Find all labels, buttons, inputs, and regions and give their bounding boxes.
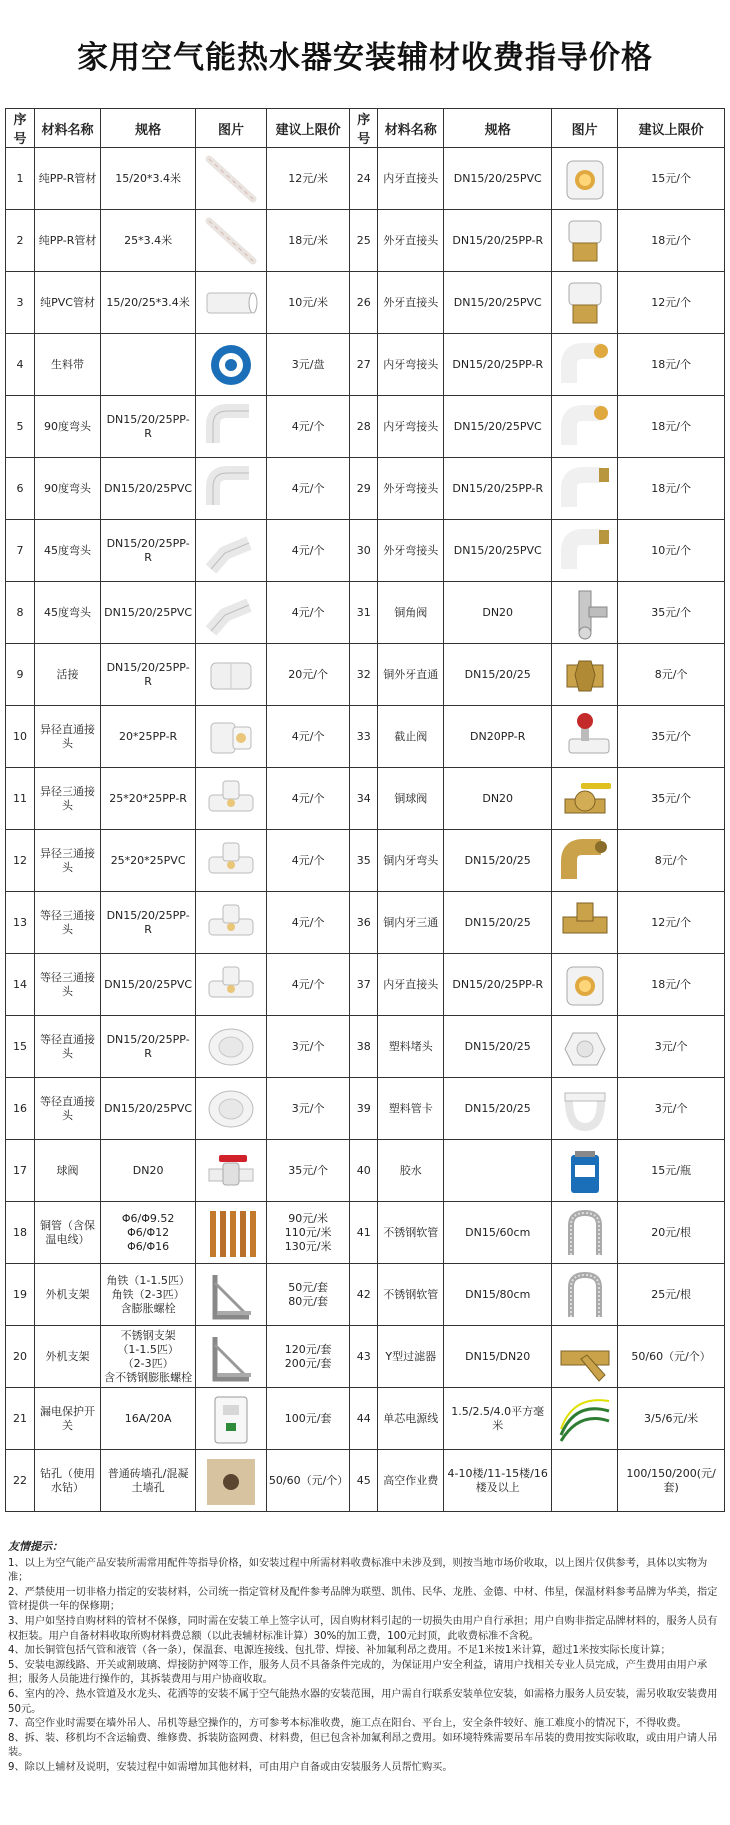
note-item: 1、以上为空气能产品安装所需常用配件等指导价格，如安装过程中所需材料收费标准中未涉及到，则按当地市场价收取，以上图片仅供参考，具体以实物为准； <box>8 1557 708 1584</box>
material-spec: DN15/20/25PVC <box>444 396 552 458</box>
suggested-price: 18元/米 <box>266 210 349 272</box>
suggested-price: 120元/套 200元/套 <box>266 1326 349 1388</box>
table-row <box>6 1326 725 1388</box>
suggested-price: 12元/个 <box>618 892 725 954</box>
material-spec: DN15/20/25PP-R <box>444 954 552 1016</box>
male-elbow-icon <box>552 520 618 582</box>
price-table <box>5 108 725 1512</box>
row-number: 18 <box>6 1202 35 1264</box>
material-name: 铜管（含保温电线） <box>34 1202 100 1264</box>
material-spec: 15/20/25*3.4米 <box>101 272 196 334</box>
suggested-price: 12元/个 <box>618 272 725 334</box>
suggested-price: 3元/个 <box>618 1078 725 1140</box>
material-spec: DN15/20/25PVC <box>101 1078 196 1140</box>
table-row <box>6 706 725 768</box>
elbow-icon <box>196 396 267 458</box>
row-number: 1 <box>6 148 35 210</box>
row-number: 32 <box>350 644 378 706</box>
material-name: 内牙弯接头 <box>378 396 444 458</box>
brass-nipple-icon <box>552 644 618 706</box>
header-price: 建议上限价 <box>618 109 725 148</box>
row-number: 38 <box>350 1016 378 1078</box>
material-spec: DN15/20/25PVC <box>444 520 552 582</box>
notes-section <box>8 1540 722 1776</box>
material-spec: DN20 <box>444 768 552 830</box>
material-spec: 25*20*25PVC <box>101 830 196 892</box>
header-name: 材料名称 <box>34 109 100 148</box>
material-name: 外牙弯接头 <box>378 520 444 582</box>
row-number: 11 <box>6 768 35 830</box>
row-number: 29 <box>350 458 378 520</box>
pipe-white-icon <box>196 210 267 272</box>
note-item: 9、除以上辅材及说明，安装过程中如需增加其他材料，可由用户自备或由安装服务人员帮忙购买。 <box>8 1761 453 1773</box>
row-number: 25 <box>350 210 378 272</box>
material-spec: DN20 <box>444 582 552 644</box>
note-item: 5、安装电源线路、开关或割玻璃、焊接防护网等工作，服务人员不具备条件完成的，为保证用户安全利益，请用户找相关专业人员完成，产生费用由用户承担；服务人员能进行操作的，其拆装费用与用户协商收取。 <box>8 1659 708 1686</box>
table-row <box>6 954 725 1016</box>
suggested-price: 20元/根 <box>618 1202 725 1264</box>
suggested-price: 3元/个 <box>266 1016 349 1078</box>
brass-ballvalve-icon <box>552 768 618 830</box>
material-name: 铜内牙三通 <box>378 892 444 954</box>
suggested-price: 100/150/200(元/套) <box>618 1450 725 1512</box>
tape-icon <box>196 334 267 396</box>
suggested-price: 4元/个 <box>266 892 349 954</box>
material-spec: 20*25PP-R <box>101 706 196 768</box>
female-elbow-icon <box>552 334 618 396</box>
row-number: 34 <box>350 768 378 830</box>
page-title: 家用空气能热水器安装辅材收费指导价格 <box>77 39 653 76</box>
suggested-price: 4元/个 <box>266 954 349 1016</box>
suggested-price: 10元/个 <box>618 520 725 582</box>
row-number: 36 <box>350 892 378 954</box>
suggested-price: 10元/米 <box>266 272 349 334</box>
material-spec: DN15/20/25 <box>444 892 552 954</box>
row-number: 4 <box>6 334 35 396</box>
material-spec: 25*20*25PP-R <box>101 768 196 830</box>
row-number: 7 <box>6 520 35 582</box>
material-spec: DN15/60cm <box>444 1202 552 1264</box>
suggested-price: 18元/个 <box>618 396 725 458</box>
material-name: 内牙弯接头 <box>378 334 444 396</box>
material-spec: Φ6/Φ9.52 Φ6/Φ12 Φ6/Φ16 <box>101 1202 196 1264</box>
material-spec: DN15/80cm <box>444 1264 552 1326</box>
pipe-pvc-icon <box>196 272 267 334</box>
row-number: 12 <box>6 830 35 892</box>
male-elbow-icon <box>552 458 618 520</box>
note-item: 7、高空作业时需要在墙外吊人、吊机等悬空操作的，方可参考本标准收费，施工点在阳台、平台上，安全条件较好、施工难度小的情况下，不得收费。 <box>8 1718 687 1730</box>
material-name: 生料带 <box>34 334 100 396</box>
notes-heading: 友情提示： <box>8 1540 63 1553</box>
material-name: 45度弯头 <box>34 520 100 582</box>
material-name: 塑料管卡 <box>378 1078 444 1140</box>
suggested-price: 3元/个 <box>266 1078 349 1140</box>
material-name: 异径直通接头 <box>34 706 100 768</box>
bracket-icon <box>196 1326 267 1388</box>
material-name: 异径三通接头 <box>34 768 100 830</box>
material-spec: 不锈钢支架 （1-1.5匹） （2-3匹） 含不锈钢膨胀螺栓 <box>101 1326 196 1388</box>
plug-icon <box>552 1016 618 1078</box>
union-icon <box>196 644 267 706</box>
material-name: 异径三通接头 <box>34 830 100 892</box>
suggested-price: 50元/套 80元/套 <box>266 1264 349 1326</box>
note-item: 6、室内的冷、热水管道及水龙头、花洒等的安装不属于空气能热水器的安装范围，用户需自行联系安装单位安装，如需格力服务人员安装，需另收取安装费用50元。 <box>8 1688 718 1715</box>
material-name: 单芯电源线 <box>378 1388 444 1450</box>
table-row <box>6 830 725 892</box>
reducer-icon <box>196 706 267 768</box>
material-spec <box>444 1140 552 1202</box>
suggested-price: 50/60（元/个） <box>266 1450 349 1512</box>
material-spec: DN15/20/25 <box>444 1078 552 1140</box>
table-row <box>6 272 725 334</box>
breaker-icon <box>196 1388 267 1450</box>
bracket-icon <box>196 1264 267 1326</box>
row-number: 26 <box>350 272 378 334</box>
suggested-price: 4元/个 <box>266 706 349 768</box>
suggested-price: 35元/个 <box>618 768 725 830</box>
suggested-price: 12元/米 <box>266 148 349 210</box>
material-spec: DN15/DN20 <box>444 1326 552 1388</box>
hose-icon <box>552 1202 618 1264</box>
suggested-price: 50/60（元/个） <box>618 1326 725 1388</box>
material-spec: DN20 <box>101 1140 196 1202</box>
ballvalve-red-icon <box>196 1140 267 1202</box>
suggested-price: 35元/个 <box>618 706 725 768</box>
brass-elbow-icon <box>552 830 618 892</box>
brass-tee-icon <box>552 892 618 954</box>
row-number: 39 <box>350 1078 378 1140</box>
table-row <box>6 1016 725 1078</box>
row-number: 8 <box>6 582 35 644</box>
material-spec: DN15/20/25PP-R <box>101 892 196 954</box>
material-name: 活接 <box>34 644 100 706</box>
material-name: 纯PVC管材 <box>34 272 100 334</box>
material-spec: 1.5/2.5/4.0平方毫米 <box>444 1388 552 1450</box>
hose-icon <box>552 1264 618 1326</box>
note-item: 2、严禁使用一切非格力指定的安装材料，公司统一指定管材及配件参考品牌为联塑、凯伟、民华、龙胜、金德、中材、伟星，保温材料参考品牌为华美，指定管材提供一年的保修期； <box>8 1586 718 1613</box>
angle-valve-icon <box>552 582 618 644</box>
row-number: 42 <box>350 1264 378 1326</box>
header-picture: 图片 <box>552 109 618 148</box>
header-picture: 图片 <box>196 109 267 148</box>
material-name: 高空作业费 <box>378 1450 444 1512</box>
row-number: 3 <box>6 272 35 334</box>
table-row <box>6 1202 725 1264</box>
row-number: 24 <box>350 148 378 210</box>
suggested-price: 18元/个 <box>618 334 725 396</box>
female-coupling-icon <box>552 148 618 210</box>
row-number: 2 <box>6 210 35 272</box>
tee-white-icon <box>196 892 267 954</box>
table-row <box>6 1264 725 1326</box>
table-row <box>6 148 725 210</box>
material-spec: DN15/20/25PP-R <box>444 210 552 272</box>
row-number: 13 <box>6 892 35 954</box>
row-number: 33 <box>350 706 378 768</box>
row-number: 44 <box>350 1388 378 1450</box>
tee-white-icon <box>196 768 267 830</box>
suggested-price: 25元/根 <box>618 1264 725 1326</box>
material-spec: DN15/20/25PVC <box>444 272 552 334</box>
table-row <box>6 892 725 954</box>
suggested-price: 18元/个 <box>618 458 725 520</box>
suggested-price: 90元/米 110元/米 130元/米 <box>266 1202 349 1264</box>
material-spec: DN15/20/25 <box>444 1016 552 1078</box>
material-spec <box>101 334 196 396</box>
material-name: 45度弯头 <box>34 582 100 644</box>
table-row <box>6 644 725 706</box>
material-name: 外机支架 <box>34 1264 100 1326</box>
none-icon <box>552 1450 618 1512</box>
table-row <box>6 520 725 582</box>
material-spec: DN15/20/25PP-R <box>444 458 552 520</box>
table-body <box>6 148 725 1512</box>
material-name: 不锈钢软管 <box>378 1202 444 1264</box>
material-name: 外牙直接头 <box>378 272 444 334</box>
row-number: 37 <box>350 954 378 1016</box>
row-number: 21 <box>6 1388 35 1450</box>
note-item: 8、拆、装、移机均不含运输费、维修费、拆装防盗网费、材料费，但已包含补加氟利昂之费用。如环境特殊需要吊车吊装的费用按实际收取，或由用户请人吊装。 <box>8 1732 718 1759</box>
material-spec: 16A/20A <box>101 1388 196 1450</box>
suggested-price: 8元/个 <box>618 830 725 892</box>
material-name: 球阀 <box>34 1140 100 1202</box>
hole-icon <box>196 1450 267 1512</box>
row-number: 35 <box>350 830 378 892</box>
material-name: 钻孔（使用水钻） <box>34 1450 100 1512</box>
material-spec: 4-10楼/11-15楼/16楼及以上 <box>444 1450 552 1512</box>
table-header-row <box>6 109 725 148</box>
suggested-price: 18元/个 <box>618 954 725 1016</box>
header-no: 序号 <box>350 109 378 148</box>
table-row <box>6 582 725 644</box>
material-spec: DN15/20/25PVC <box>101 458 196 520</box>
material-spec: DN15/20/25PP-R <box>101 520 196 582</box>
suggested-price: 35元/个 <box>266 1140 349 1202</box>
table-row <box>6 210 725 272</box>
material-name: Y型过滤器 <box>378 1326 444 1388</box>
suggested-price: 18元/个 <box>618 210 725 272</box>
row-number: 10 <box>6 706 35 768</box>
material-name: 等径三通接头 <box>34 892 100 954</box>
suggested-price: 35元/个 <box>618 582 725 644</box>
y-filter-icon <box>552 1326 618 1388</box>
elbow-icon <box>196 458 267 520</box>
table-row <box>6 458 725 520</box>
row-number: 31 <box>350 582 378 644</box>
row-number: 19 <box>6 1264 35 1326</box>
table-row <box>6 1078 725 1140</box>
material-spec: DN15/20/25PP-R <box>101 396 196 458</box>
material-spec: DN15/20/25PVC <box>444 148 552 210</box>
female-coupling-icon <box>552 954 618 1016</box>
material-spec: DN20PP-R <box>444 706 552 768</box>
header-price: 建议上限价 <box>266 109 349 148</box>
wire-icon <box>552 1388 618 1450</box>
table-row <box>6 1450 725 1512</box>
header-name: 材料名称 <box>378 109 444 148</box>
suggested-price: 4元/个 <box>266 458 349 520</box>
coupling-icon <box>196 1016 267 1078</box>
material-name: 等径三通接头 <box>34 954 100 1016</box>
row-number: 20 <box>6 1326 35 1388</box>
row-number: 16 <box>6 1078 35 1140</box>
suggested-price: 20元/个 <box>266 644 349 706</box>
tee-white-icon <box>196 830 267 892</box>
row-number: 43 <box>350 1326 378 1388</box>
material-name: 截止阀 <box>378 706 444 768</box>
stop-valve-icon <box>552 706 618 768</box>
row-number: 40 <box>350 1140 378 1202</box>
row-number: 14 <box>6 954 35 1016</box>
pipe-white-icon <box>196 148 267 210</box>
suggested-price: 15元/瓶 <box>618 1140 725 1202</box>
table-row <box>6 768 725 830</box>
header-spec: 规格 <box>101 109 196 148</box>
material-spec: 角铁（1-1.5匹） 角铁（2-3匹） 含膨胀螺栓 <box>101 1264 196 1326</box>
material-name: 漏电保护开关 <box>34 1388 100 1450</box>
header-spec: 规格 <box>444 109 552 148</box>
table-row <box>6 1140 725 1202</box>
suggested-price: 4元/个 <box>266 582 349 644</box>
material-spec: DN15/20/25PP-R <box>101 644 196 706</box>
suggested-price: 4元/个 <box>266 396 349 458</box>
row-number: 45 <box>350 1450 378 1512</box>
material-name: 外机支架 <box>34 1326 100 1388</box>
suggested-price: 100元/套 <box>266 1388 349 1450</box>
glue-icon <box>552 1140 618 1202</box>
material-name: 等径直通接头 <box>34 1078 100 1140</box>
material-name: 90度弯头 <box>34 396 100 458</box>
material-spec: DN15/20/25 <box>444 644 552 706</box>
male-coupling-icon <box>552 210 618 272</box>
note-item: 3、用户如坚持自购材料的管材不保修，同时需在安装工单上签字认可，因自购材料引起的一切损失由用户自行承担；用户自购非指定品牌材料的，服务人员有权拒装。用户自备材料收取所购材料费总额（以此表辅材标准计算）30%的加工费，100元封顶，此收费标准不含税。 <box>8 1615 718 1642</box>
copper-pipes-icon <box>196 1202 267 1264</box>
material-spec: DN15/20/25PVC <box>101 954 196 1016</box>
material-name: 内牙直接头 <box>378 954 444 1016</box>
material-name: 90度弯头 <box>34 458 100 520</box>
suggested-price: 3元/盘 <box>266 334 349 396</box>
material-name: 等径直通接头 <box>34 1016 100 1078</box>
material-spec: DN15/20/25PP-R <box>444 334 552 396</box>
tee-white-icon <box>196 954 267 1016</box>
material-name: 铜球阀 <box>378 768 444 830</box>
table-row <box>6 396 725 458</box>
row-number: 27 <box>350 334 378 396</box>
male-coupling-icon <box>552 272 618 334</box>
elbow45-icon <box>196 520 267 582</box>
material-spec: 25*3.4米 <box>101 210 196 272</box>
row-number: 41 <box>350 1202 378 1264</box>
row-number: 17 <box>6 1140 35 1202</box>
note-item: 4、加长铜管包括气管和液管（各一条），保温套、电源连接线、包扎带、焊接、补加氟利昂之费用。不足1米按1米计算，超过1米按实际长度计算； <box>8 1645 671 1657</box>
material-name: 铜角阀 <box>378 582 444 644</box>
row-number: 9 <box>6 644 35 706</box>
header-no: 序号 <box>6 109 35 148</box>
clip-icon <box>552 1078 618 1140</box>
suggested-price: 3元/个 <box>618 1016 725 1078</box>
material-name: 胶水 <box>378 1140 444 1202</box>
row-number: 6 <box>6 458 35 520</box>
material-spec: 普通砖墙孔/混凝土墙孔 <box>101 1450 196 1512</box>
suggested-price: 4元/个 <box>266 520 349 582</box>
suggested-price: 3/5/6元/米 <box>618 1388 725 1450</box>
row-number: 28 <box>350 396 378 458</box>
material-name: 塑料堵头 <box>378 1016 444 1078</box>
suggested-price: 15元/个 <box>618 148 725 210</box>
material-spec: DN15/20/25PVC <box>101 582 196 644</box>
material-name: 纯PP-R管材 <box>34 210 100 272</box>
material-spec: DN15/20/25PP-R <box>101 1016 196 1078</box>
row-number: 5 <box>6 396 35 458</box>
material-name: 不锈钢软管 <box>378 1264 444 1326</box>
material-name: 外牙直接头 <box>378 210 444 272</box>
material-name: 内牙直接头 <box>378 148 444 210</box>
material-spec: DN15/20/25 <box>444 830 552 892</box>
material-name: 纯PP-R管材 <box>34 148 100 210</box>
row-number: 30 <box>350 520 378 582</box>
female-elbow-icon <box>552 396 618 458</box>
material-spec: 15/20*3.4米 <box>101 148 196 210</box>
row-number: 22 <box>6 1450 35 1512</box>
row-number: 15 <box>6 1016 35 1078</box>
coupling-icon <box>196 1078 267 1140</box>
suggested-price: 4元/个 <box>266 830 349 892</box>
material-name: 铜内牙弯头 <box>378 830 444 892</box>
material-name: 铜外牙直通 <box>378 644 444 706</box>
table-row <box>6 1388 725 1450</box>
table-row <box>6 334 725 396</box>
elbow45-icon <box>196 582 267 644</box>
material-name: 外牙弯接头 <box>378 458 444 520</box>
suggested-price: 8元/个 <box>618 644 725 706</box>
suggested-price: 4元/个 <box>266 768 349 830</box>
